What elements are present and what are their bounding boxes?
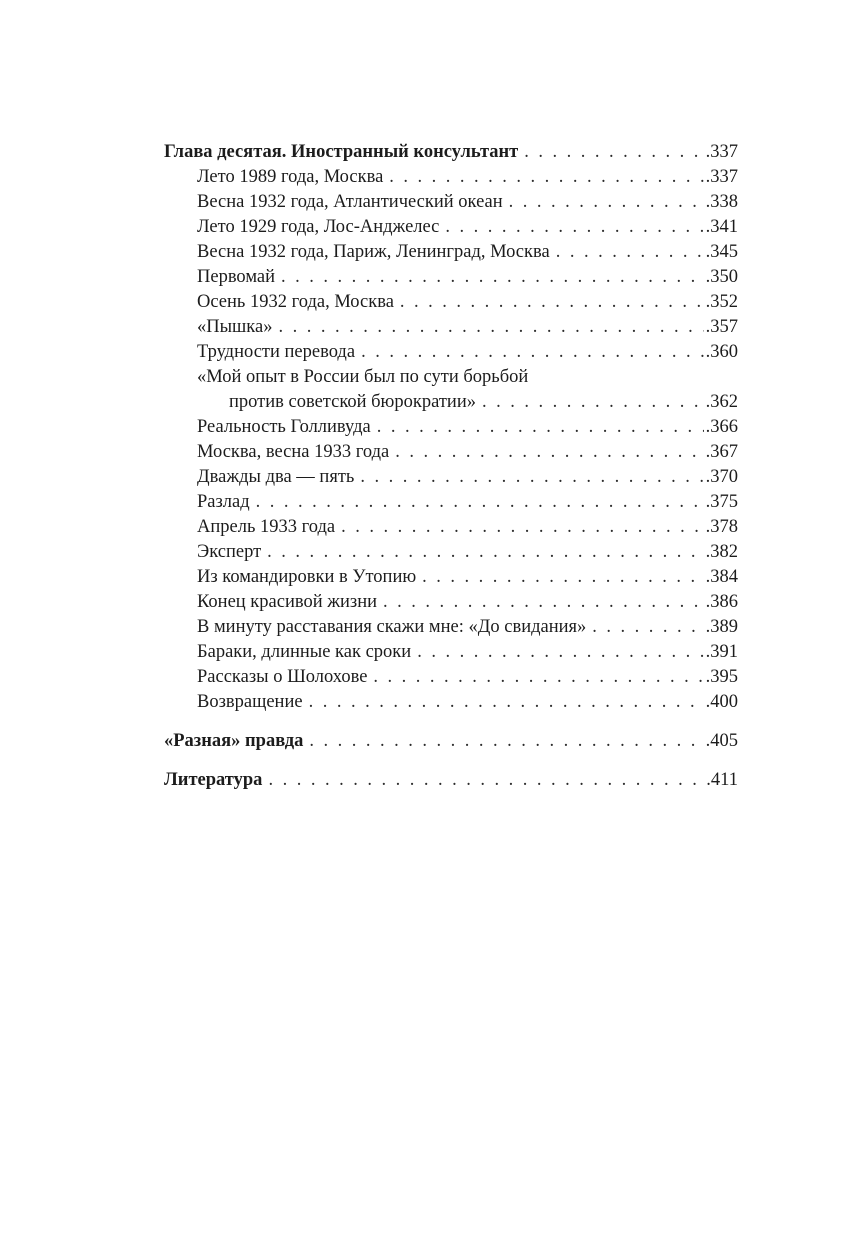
dot-leader xyxy=(278,315,703,340)
toc-entry-page: .384 xyxy=(705,567,738,587)
dot-leader xyxy=(267,540,703,565)
toc-section-entry[interactable] xyxy=(164,640,738,665)
dot-leader xyxy=(417,640,703,665)
toc-entry-page: .411 xyxy=(706,770,738,790)
toc-section-entry[interactable] xyxy=(164,190,738,215)
dot-leader xyxy=(377,415,704,440)
toc-entry-title: Дважды два — пять xyxy=(197,467,355,487)
dot-leader xyxy=(341,515,704,540)
toc-entry-title: «Пышка» xyxy=(197,317,273,337)
toc-entry-page: .360 xyxy=(705,342,738,362)
toc-entry-page: .337 xyxy=(705,142,738,162)
toc-entry-title: Конец красивой жизни xyxy=(197,592,378,612)
toc-references-entry[interactable] xyxy=(164,768,738,793)
dot-leader xyxy=(509,190,704,215)
toc-chapter-entry[interactable] xyxy=(164,140,738,165)
toc-entry-page: .345 xyxy=(705,242,738,262)
toc-entry-page: .357 xyxy=(705,317,738,337)
toc-section-entry[interactable] xyxy=(164,440,738,465)
dot-leader xyxy=(373,665,703,690)
toc-entry-title: Весна 1932 года, Атлантический океан xyxy=(197,192,503,212)
toc-entry-title: «Мой опыт в России был по сути борьбой xyxy=(197,367,529,387)
toc-entry-page: .370 xyxy=(705,467,738,487)
toc-section-entry[interactable] xyxy=(164,515,738,540)
toc-entry-title: Лето 1929 года, Лос-Анджелес xyxy=(197,217,440,237)
toc-entry-title: против советской бюрократии» xyxy=(229,392,476,412)
toc-section-entry[interactable] xyxy=(164,315,738,340)
toc-section-entry[interactable] xyxy=(164,240,738,265)
toc-entry-title: Бараки, длинные как сроки xyxy=(197,642,412,662)
toc-section-entry[interactable] xyxy=(164,415,738,440)
toc-entry-title: Осень 1932 года, Москва xyxy=(197,292,394,312)
dot-leader xyxy=(422,565,703,590)
dot-leader xyxy=(309,690,704,715)
toc-entry-title: Лето 1989 года, Москва xyxy=(197,167,384,187)
toc-section-entry[interactable] xyxy=(164,540,738,565)
toc-entry-title: Реальность Голливуда xyxy=(197,417,371,437)
toc-entry-page: .395 xyxy=(705,667,738,687)
dot-leader xyxy=(482,390,704,415)
toc-entry-page: .375 xyxy=(705,492,738,512)
table-of-contents xyxy=(164,140,738,793)
dot-leader xyxy=(309,729,703,754)
toc-entry-page: .341 xyxy=(705,217,738,237)
toc-entry-page: .337 xyxy=(705,167,738,187)
toc-entry-title: Москва, весна 1933 года xyxy=(197,442,390,462)
dot-leader xyxy=(268,768,704,793)
toc-section-entry[interactable] xyxy=(164,490,738,515)
toc-entry-page: .405 xyxy=(705,731,738,751)
dot-leader xyxy=(395,440,703,465)
toc-entry-page: .389 xyxy=(705,617,738,637)
toc-section-entry[interactable] xyxy=(164,590,738,615)
toc-entry-title: В минуту расставания скажи мне: «До свидания» xyxy=(197,617,587,637)
toc-section-entry-continuation[interactable] xyxy=(164,390,738,415)
dot-leader xyxy=(281,265,704,290)
toc-entry-title: Разлад xyxy=(197,492,250,512)
toc-section-entry[interactable] xyxy=(164,665,738,690)
dot-leader xyxy=(256,490,704,515)
dot-leader xyxy=(524,140,703,165)
toc-entry-title: Из командировки в Утопию xyxy=(197,567,417,587)
toc-section-entry-first-line[interactable] xyxy=(164,365,738,390)
toc-section-entry[interactable] xyxy=(164,565,738,590)
toc-section-entry[interactable] xyxy=(164,265,738,290)
toc-section-entry[interactable] xyxy=(164,690,738,715)
dot-leader xyxy=(360,465,703,490)
dot-leader xyxy=(445,215,703,240)
toc-entry-title: Эксперт xyxy=(197,542,262,562)
toc-entry-page: .350 xyxy=(705,267,738,287)
toc-entry-title: Возвращение xyxy=(197,692,303,712)
toc-entry-title: Апрель 1933 года xyxy=(197,517,336,537)
toc-section-entry[interactable] xyxy=(164,165,738,190)
toc-section-entry[interactable] xyxy=(164,465,738,490)
toc-entry-page: .367 xyxy=(705,442,738,462)
toc-entry-page: .391 xyxy=(705,642,738,662)
toc-section-entry[interactable] xyxy=(164,290,738,315)
toc-entry-title: Весна 1932 года, Париж, Ленинград, Москва xyxy=(197,242,550,262)
toc-entry-title: Литература xyxy=(164,770,263,790)
dot-leader xyxy=(383,590,704,615)
dot-leader xyxy=(592,615,703,640)
toc-entry-page: .362 xyxy=(705,392,738,412)
dot-leader xyxy=(389,165,703,190)
toc-entry-page: .382 xyxy=(705,542,738,562)
dot-leader xyxy=(361,340,704,365)
dot-leader xyxy=(556,240,704,265)
toc-section-entry[interactable] xyxy=(164,615,738,640)
dot-leader xyxy=(400,290,704,315)
toc-entry-page: .378 xyxy=(705,517,738,537)
toc-part-entry[interactable] xyxy=(164,729,738,754)
toc-entry-page: .366 xyxy=(705,417,738,437)
toc-entry-page: .400 xyxy=(705,692,738,712)
toc-entry-title: Глава десятая. Иностранный консультант xyxy=(164,142,519,162)
toc-entry-page: .338 xyxy=(705,192,738,212)
toc-entry-title: «Разная» правда xyxy=(164,731,304,751)
toc-entry-title: Трудности перевода xyxy=(197,342,356,362)
toc-entry-title: Первомай xyxy=(197,267,276,287)
toc-entry-page: .386 xyxy=(705,592,738,612)
toc-section-entry[interactable] xyxy=(164,215,738,240)
toc-entry-title: Рассказы о Шолохове xyxy=(197,667,368,687)
toc-section-entry[interactable] xyxy=(164,340,738,365)
toc-entry-page: .352 xyxy=(705,292,738,312)
